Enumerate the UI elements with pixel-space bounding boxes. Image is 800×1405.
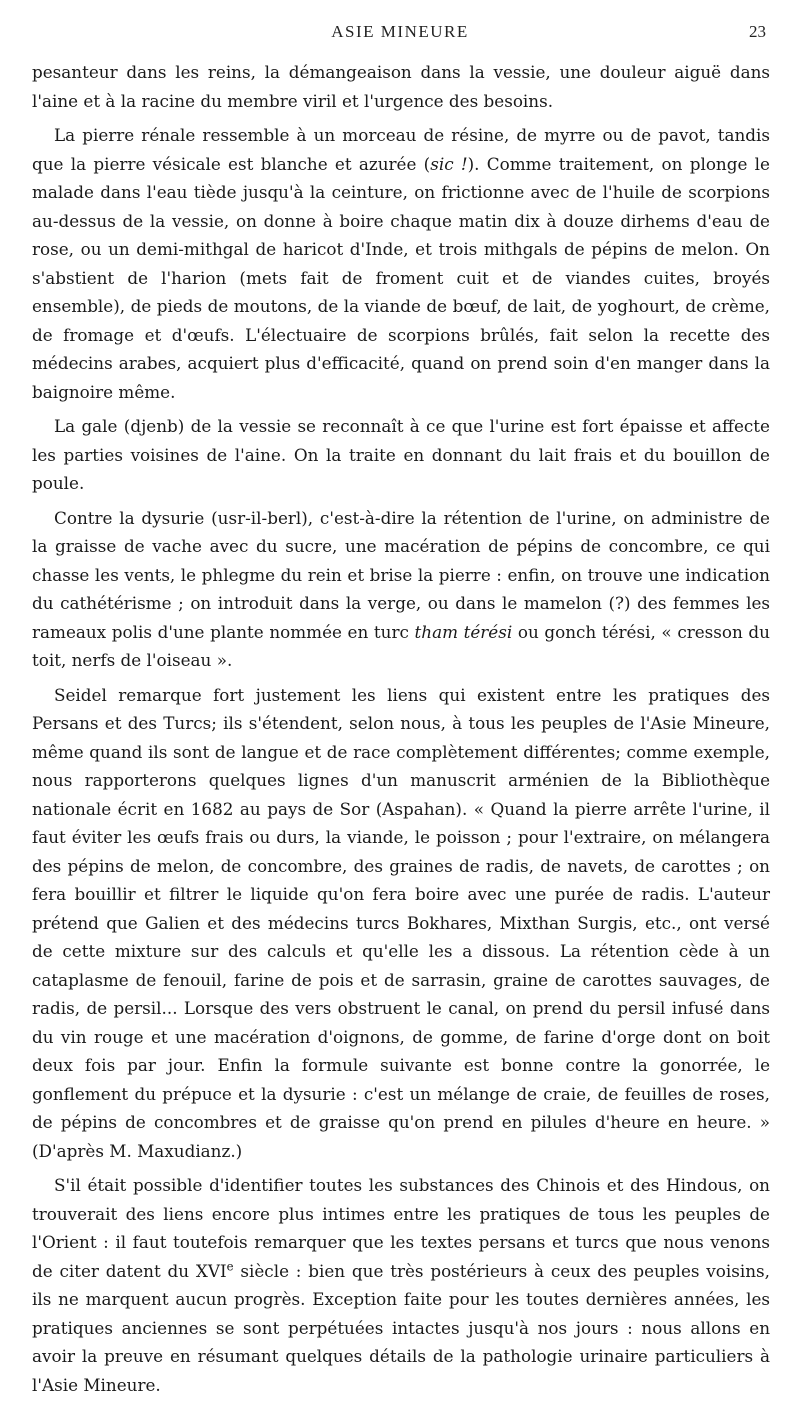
italic-text: tham térési xyxy=(414,621,513,642)
superscript: e xyxy=(226,1258,234,1273)
paragraph-text: Seidel remarque fort justement les liens qui existent entre les pratiques des Persans et des Turcs; ils s'étendent, selon nous, à tous les peuples de l'Asie Mineure, même quand ils sont de langue et de race complètement différentes; comme exemple, nous rapporterons quelques lignes d'un manuscrit arménien de la Bibliothèque nationale écrit en 1682 au pays de Sor (Aspahan). « Quand la pierre arrête l'urine, il faut éviter les œufs frais ou durs, la viande, le poisson ; pour l'extraire, on mélangera des pépins de melon, de concombre, des graines de radis, de navets, de carottes ; on fera bouillir et filtrer le liquide qu'on fera boire avec une purée de radis. L'auteur prétend que Galien et des médecins turcs Bokhares, Mixthan Surgis, etc., ont versé de cette mixture sur des calculs et qu'elle les a dissous. La rétention cède à un cataplasme de fenouil, farine de pois et de sarrasin, graine de carottes sauvages, de radis, de persil... Lorsque des vers obstruent le canal, on prend du persil infusé dans du vin rouge et une macération d'oignons, de gomme, de farine d'orge dont on boit deux fois par jour. Enfin la formule suivante est bonne contre la gonorrée, le gonflement du prépuce et la dysurie : c'est un mélange de craie, de feuilles de roses, de pépins de concombres et de graisse qu'on prend en pilules d'heure en heure. » (D'après M. Maxudianz.) xyxy=(32,684,770,1161)
running-title: ASIE MINEURE xyxy=(331,22,469,41)
paragraph-3 xyxy=(32,412,770,498)
paragraph-text: pesanteur dans les reins, la démangeaison dans la vessie, une douleur aiguë dans l'aine et à la racine du membre viril et l'urgence des besoins. xyxy=(32,62,770,111)
paragraph-4 xyxy=(32,504,770,675)
page-number: 23 xyxy=(749,22,766,41)
paragraph-text: Contre la dysurie (usr-il-berl), c'est-à-dire la rétention de l'urine, on administre de la graisse de vache avec du sucre, une macération de pépins de concombre, ce qui chasse les vents, le phlegme du rein et brise la pierre : enfin, on trouve une indication du cathétérisme ; on introduit dans la verge, ou dans le mamelon (?) des femmes les rameaux polis d'une plante nommée en turc xyxy=(32,507,770,642)
paragraph-text: ). Comme traitement, on plonge le malade dans l'eau tiède jusqu'à la ceinture, on frictionne avec de l'huile de scorpions au-dessus de la vessie, on donne à boire chaque matin dix à douze dirhems d'eau de rose, ou un demi-mithgal de haricot d'Inde, et trois mithgals de pépins de melon. On s'abstient de l'harion (mets fait de froment cuit et de viandes cuites, broyés ensemble), de pieds de moutons, de la viande de bœuf, de lait, de yoghourt, de crème, de fromage et d'œufs. L'électuaire de scorpions brûlés, fait selon la recette des médecins arabes, acquiert plus d'efficacité, quand on prend soin d'en manger dans la baignoire même. xyxy=(32,153,770,402)
century-numeral: XVI xyxy=(195,1260,227,1281)
paragraph-1 xyxy=(32,58,770,115)
paragraph-text: siècle : bien que très postérieurs à ceux des peuples voisins, ils ne marquent aucun progrès. Exception faite pour les toutes dernières années, les pratiques anciennes se sont perpétuées intactes jusqu'à nos jours : nous allons en avoir la preuve en résumant quelques détails de la pathologie urinaire particuliers à l'Asie Mineure. xyxy=(32,1260,770,1395)
paragraph-text: La gale (djenb) de la vessie se reconnaît à ce que l'urine est fort épaisse et affecte les parties voisines de l'aine. On la traite en donnant du lait frais et du bouillon de poule. xyxy=(32,416,770,493)
paragraph-text: ou gonch térési, « cresson du toit, nerfs de l'oiseau ». xyxy=(32,621,770,670)
paragraph-text: S'il était possible d'identifier toutes les substances des Chinois et des Hindous, on trouverait des liens encore plus intimes entre les pratiques de tous les peuples de l'Orient : il faut toutefois remarquer que les textes persans et turcs que nous venons de citer datent du xyxy=(32,1175,770,1281)
paragraph-6 xyxy=(32,1171,770,1399)
paragraph-5 xyxy=(32,681,770,1166)
italic-text: sic ! xyxy=(430,153,468,174)
running-header xyxy=(30,22,770,50)
paragraph-text: La pierre rénale ressemble à un morceau de résine, de myrre ou de pavot, tandis que la pierre vésicale est blanche et azurée ( xyxy=(32,125,770,174)
paragraph-2 xyxy=(32,121,770,406)
body-text xyxy=(32,58,770,1405)
